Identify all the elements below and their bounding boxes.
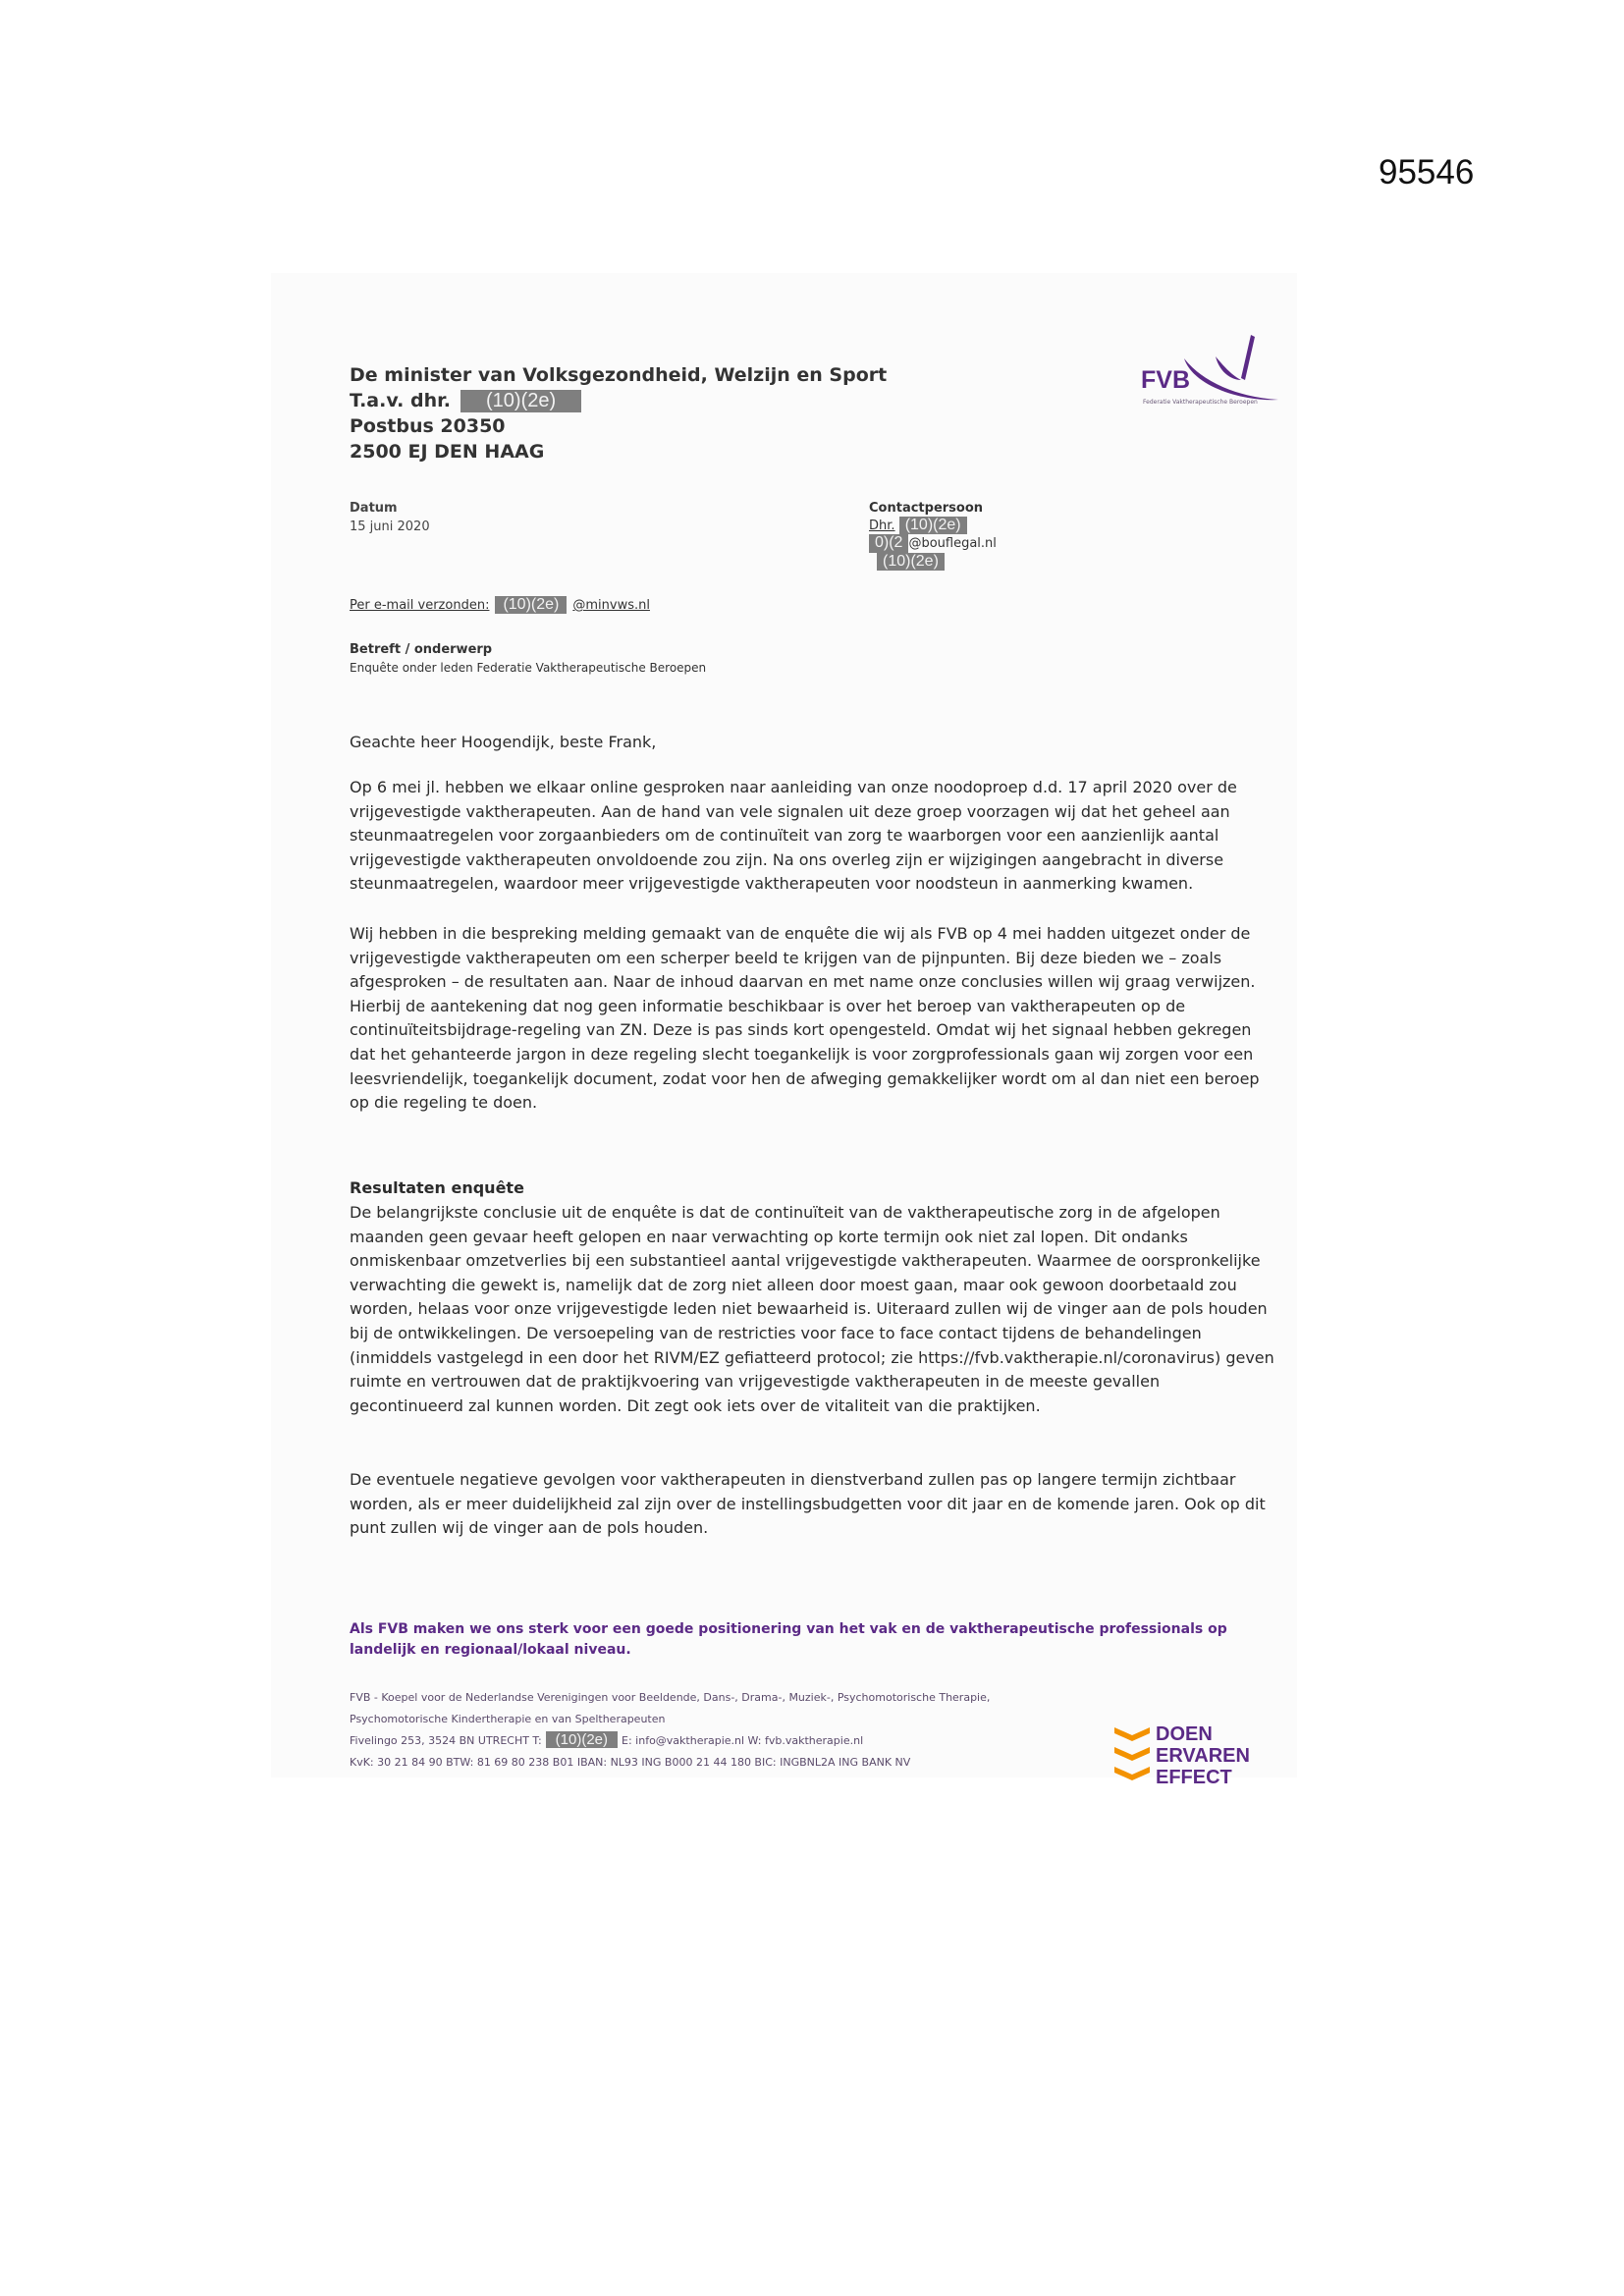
paragraph-1: Op 6 mei jl. hebben we elkaar online gesproken naar aanleiding van onze noodoproep d.d. 17 april 2020 over de vrijgevestigde vaktherapeuten. Aan de hand van vele signalen uit deze groep voorzagen wij dat het geheel aan steunmaatregelen voor zorgaanbieders om de continuïteit van zorg te waarborgen voor een aanzienlijk aantal vrijgevestigde vaktherapeuten onvoldoende zou zijn. Na ons overleg zijn er wijzigingen aangebracht in diverse steunmaatregelen, waardoor meer vrijgevestigde vaktherapeuten voor noodsteun in aanmerking kwamen.: [350, 778, 1237, 894]
email-prefix: Per e-mail verzonden:: [350, 598, 490, 613]
slogan: Als FVB maken we ons sterk voor een goede positionering van het vak en de vaktherapeutische professionals op landelijk en regionaal/lokaal niveau.: [350, 1621, 1227, 1658]
footer-address: Fivelingo 253, 3524 BN UTRECHT T:: [350, 1734, 542, 1747]
footer-line-3: [350, 1730, 990, 1752]
logo-word-effect: EFFECT: [1156, 1767, 1232, 1788]
fvb-logo: [1141, 329, 1294, 427]
fvb-logo-subtitle: Federatie Vaktherapeutische Beroepen: [1143, 399, 1258, 406]
redaction-box: 0)(2: [869, 534, 908, 552]
redaction-box: (10)(2e): [460, 390, 581, 412]
fvb-logo-text: FVB: [1141, 366, 1190, 394]
recipient-address: [350, 362, 887, 465]
recipient-prefix: T.a.v. dhr.: [350, 390, 452, 411]
paragraph-4: De eventuele negatieve gevolgen voor vaktherapeuten in dienstverband zullen pas op langere termijn zichtbaar worden, als er meer duidelijkheid zal zijn over de instellingsbudgetten voor dit jaar en de komende jaren. Ook op dit punt zullen wij de vinger aan de pols houden.: [350, 1470, 1266, 1538]
recipient-line-1: De minister van Volksgezondheid, Welzijn en Sport: [350, 364, 888, 386]
datum-label: Datum: [350, 501, 398, 516]
recipient-line-4: 2500 EJ DEN HAAG: [350, 441, 545, 463]
email-sent-line: [350, 596, 650, 614]
paragraph-3: De belangrijkste conclusie uit de enquête is dat de continuïteit van de vaktherapeutische zorg in de afgelopen maanden geen gevaar heeft gelopen en naar verwachting op korte termijn ook niet zal lopen. Dit ondanks onmiskenbaar omzetverlies bij een substantieel aantal vrijgevestigde vaktherapeuten. Waarmee de oorspronkelijke verwachting die gewekt is, namelijk dat de zorg niet alleen door moest gaan, maar ook gewoon doorbetaald zou worden, helaas voor onze vrijgevestigde leden niet bewaarheid is. Uiteraard zullen wij de vinger aan de pols houden bij de ontwikkelingen. De versoepeling van de restricties voor face to face contact tijdens de behandelingen (inmiddels vastgelegd in een door het RIVM/EZ gefiatteerd protocol; zie https://fvb.vaktherapie.nl/coronavirus) geven ruimte en vertrouwen dat de praktijkvoering van vrijgevestigde vaktherapeuten in de meeste gevallen gecontinueerd zal kunnen worden. Dit zegt ook iets over de vitaliteit van die praktijken.: [350, 1203, 1274, 1415]
contact-line-1: [869, 517, 997, 534]
redaction-box: (10)(2e): [495, 596, 567, 614]
redaction-box: (10)(2e): [877, 553, 945, 571]
letter-page: [271, 273, 1297, 1788]
subject-label: Betreft / onderwerp: [350, 642, 493, 657]
contact-block: [869, 501, 997, 571]
document-number: 95546: [1379, 153, 1475, 191]
datum-value: 15 juni 2020: [350, 519, 430, 534]
doen-ervaren-effect-logo: [1112, 1723, 1270, 1792]
redaction-box: (10)(2e): [899, 517, 967, 534]
subject-value: Enquête onder leden Federatie Vaktherapeutische Beroepen: [350, 661, 707, 675]
fvb-swoosh-icon: [1176, 329, 1284, 408]
logo-word-ervaren: ERVAREN: [1156, 1745, 1250, 1767]
orange-chevrons-icon: [1112, 1723, 1156, 1792]
contact-label: Contactpersoon: [869, 501, 984, 516]
redaction-box: (10)(2e): [546, 1731, 618, 1748]
footer-contact: E: info@vaktherapie.nl W: fvb.vaktherapie.nl: [622, 1734, 864, 1747]
doen-logo-words: [1156, 1723, 1250, 1788]
recipient-line-3: Postbus 20350: [350, 415, 506, 437]
paragraph-2: Wij hebben in die bespreking melding gemaakt van de enquête die wij als FVB op 4 mei hadden uitgezet onder de vrijgevestigde vaktherapeuten om een scherper beeld te krijgen van de pijnpunten. Bij deze bieden we – zoals afgesproken – de resultaten aan. Naar de inhoud daarvan en met name onze conclusies willen wij graag verwijzen. Hierbij de aantekening dat nog geen informatie beschikbaar is over het beroep van vaktherapeuten op de continuïteitsbijdrage-regeling van ZN. Deze is pas sinds kort opengesteld. Omdat wij het signaal hebben gekregen dat het gehanteerde jargon in deze regeling slecht toegankelijk is voor zorgprofessionals gaan wij zorgen voor een leesvriendelijk, toegankelijk document, zodat voor hen de afweging gemakkelijker wordt om al dan niet een beroep op die regeling te doen.: [350, 924, 1260, 1113]
footer-line-2: Psychomotorische Kindertherapie en van Speltherapeuten: [350, 1713, 666, 1725]
footer-line-4: KvK: 30 21 84 90 BTW: 81 69 80 238 B01 IBAN: NL93 ING B000 21 44 180 BIC: INGBNL2A ING BANK NV: [350, 1756, 911, 1769]
email-domain: @minvws.nl: [572, 598, 650, 613]
recipient-line-2: [350, 388, 887, 413]
logo-word-doen: DOEN: [1156, 1723, 1213, 1745]
results-heading: Resultaten enquête: [350, 1178, 524, 1197]
contact-prefix: Dhr.: [869, 519, 895, 533]
salutation: Geachte heer Hoogendijk, beste Frank,: [350, 733, 657, 751]
footer-line-1: FVB - Koepel voor de Nederlandse Verenigingen voor Beeldende, Dans-, Drama-, Muziek-, Psychomotorische Therapie,: [350, 1691, 991, 1704]
letter-footer: [350, 1687, 990, 1774]
contact-email-domain: @bouflegal.nl: [908, 536, 997, 552]
contact-line-2: [869, 534, 997, 552]
contact-line-3: [869, 553, 997, 571]
